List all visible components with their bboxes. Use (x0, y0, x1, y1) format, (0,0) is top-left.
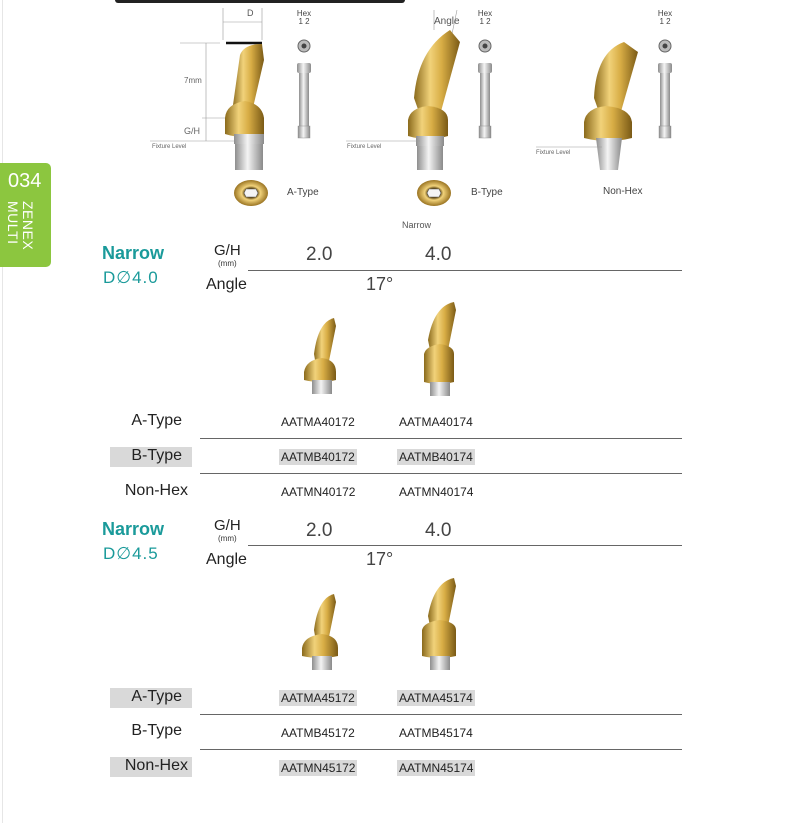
dim-d-label: D (247, 8, 254, 18)
section-2-row-a-code-2: AATMA45174 (399, 691, 473, 705)
section-2-rule-1 (200, 714, 682, 715)
narrow-caption: Narrow (402, 220, 432, 230)
page-edge (2, 0, 3, 823)
section-2-angle-label: Angle (206, 551, 247, 568)
section-1-product-image-2 (414, 300, 464, 396)
section-2-product-image-1 (298, 590, 346, 670)
fixture-level-label: Fixture Level (152, 144, 187, 150)
section-2-diameter: D∅4.5 (103, 544, 159, 563)
section-2-row-n-code-1: AATMN45172 (281, 761, 356, 775)
hex-nums-text: 1 2 (298, 17, 310, 26)
section-1-rule-1 (200, 438, 682, 439)
section-1-row-b-code-1: AATMB40172 (281, 450, 355, 464)
hex-nums-text: 1 2 (479, 17, 491, 26)
section-2-row-b-label: B-Type (131, 722, 182, 739)
abutment-b-diagram (340, 0, 480, 180)
section-1-header-rule (248, 270, 682, 271)
section-1-row-n-code-1: AATMN40172 (281, 485, 356, 499)
section-1-diameter: D∅4.0 (103, 268, 159, 287)
section-1-rule-2 (200, 473, 682, 474)
section-1-gh-value-2: 4.0 (425, 244, 452, 265)
hex-label-1 (295, 10, 313, 26)
section-1-row-a-label: A-Type (131, 412, 182, 429)
section-2-row-a-code-1: AATMA45172 (281, 691, 355, 705)
section-2-rule-2 (200, 749, 682, 750)
section-1-mm-label: (mm) (218, 259, 237, 268)
a-type-label: A-Type (287, 187, 319, 198)
section-1-row-n-label: Non-Hex (124, 482, 188, 499)
section-1-row-b-label: B-Type (131, 447, 182, 464)
section-1-title: Narrow (102, 243, 165, 263)
section-2-row-b-code-2: AATMB45174 (399, 726, 473, 740)
hex-label-text: Hex (296, 9, 312, 18)
product-diagram (140, 0, 700, 235)
section-2-header-rule (248, 545, 682, 546)
section-2-gh-label: G/H (214, 517, 241, 534)
fixture-level-label-3: Fixture Level (536, 150, 571, 156)
b-type-bottom-view (415, 178, 453, 208)
tab-line-1: ZENEX (20, 201, 36, 251)
page-tab (0, 163, 51, 267)
screw-icon (292, 38, 316, 143)
page-number: 034 (8, 170, 42, 192)
section-2-row-a-label: A-Type (131, 688, 182, 705)
screw-icon (653, 38, 677, 143)
section-2-angle-value: 17° (366, 549, 394, 569)
fixture-level-label-2: Fixture Level (347, 144, 382, 150)
non-hex-label: Non-Hex (603, 186, 643, 197)
section-1-angle-label: Angle (206, 276, 247, 293)
hex-label-text: Hex (477, 9, 493, 18)
section-1-row-a-code-2: AATMA40174 (399, 415, 473, 429)
dim-gh-label: G/H (184, 126, 201, 136)
section-2-title: Narrow (102, 519, 165, 539)
section-2-gh-value-2: 4.0 (425, 520, 452, 541)
screw-icon (473, 38, 497, 143)
hex-label-3 (656, 10, 674, 26)
section-2-row-b-code-1: AATMB45172 (281, 726, 355, 740)
angle-dim-label: Angle (434, 16, 460, 27)
section-2-row-n-code-2: AATMN45174 (399, 761, 474, 775)
b-type-label: B-Type (471, 187, 503, 198)
section-1-angle-value: 17° (366, 274, 394, 294)
section-1-row-n-code-2: AATMN40174 (399, 485, 474, 499)
hex-label-text: Hex (657, 9, 673, 18)
a-type-bottom-view (232, 178, 270, 208)
dim-7mm-label: 7mm (184, 76, 202, 85)
hex-label-2 (476, 10, 494, 26)
section-2-product-image-2 (414, 576, 464, 672)
section-1-product-image-1 (298, 314, 346, 394)
tab-line-2: MULTI (5, 201, 21, 245)
hex-nums-text: 1 2 (659, 17, 671, 26)
section-2-mm-label: (mm) (218, 534, 237, 543)
section-1-gh-value-1: 2.0 (306, 244, 333, 265)
section-1-row-b-code-2: AATMB40174 (399, 450, 473, 464)
section-1-row-a-code-1: AATMA40172 (281, 415, 355, 429)
tab-vertical-text (5, 201, 36, 261)
section-2-row-n-label: Non-Hex (124, 757, 188, 774)
section-1-gh-label: G/H (214, 242, 241, 259)
section-2-gh-value-1: 2.0 (306, 520, 333, 541)
